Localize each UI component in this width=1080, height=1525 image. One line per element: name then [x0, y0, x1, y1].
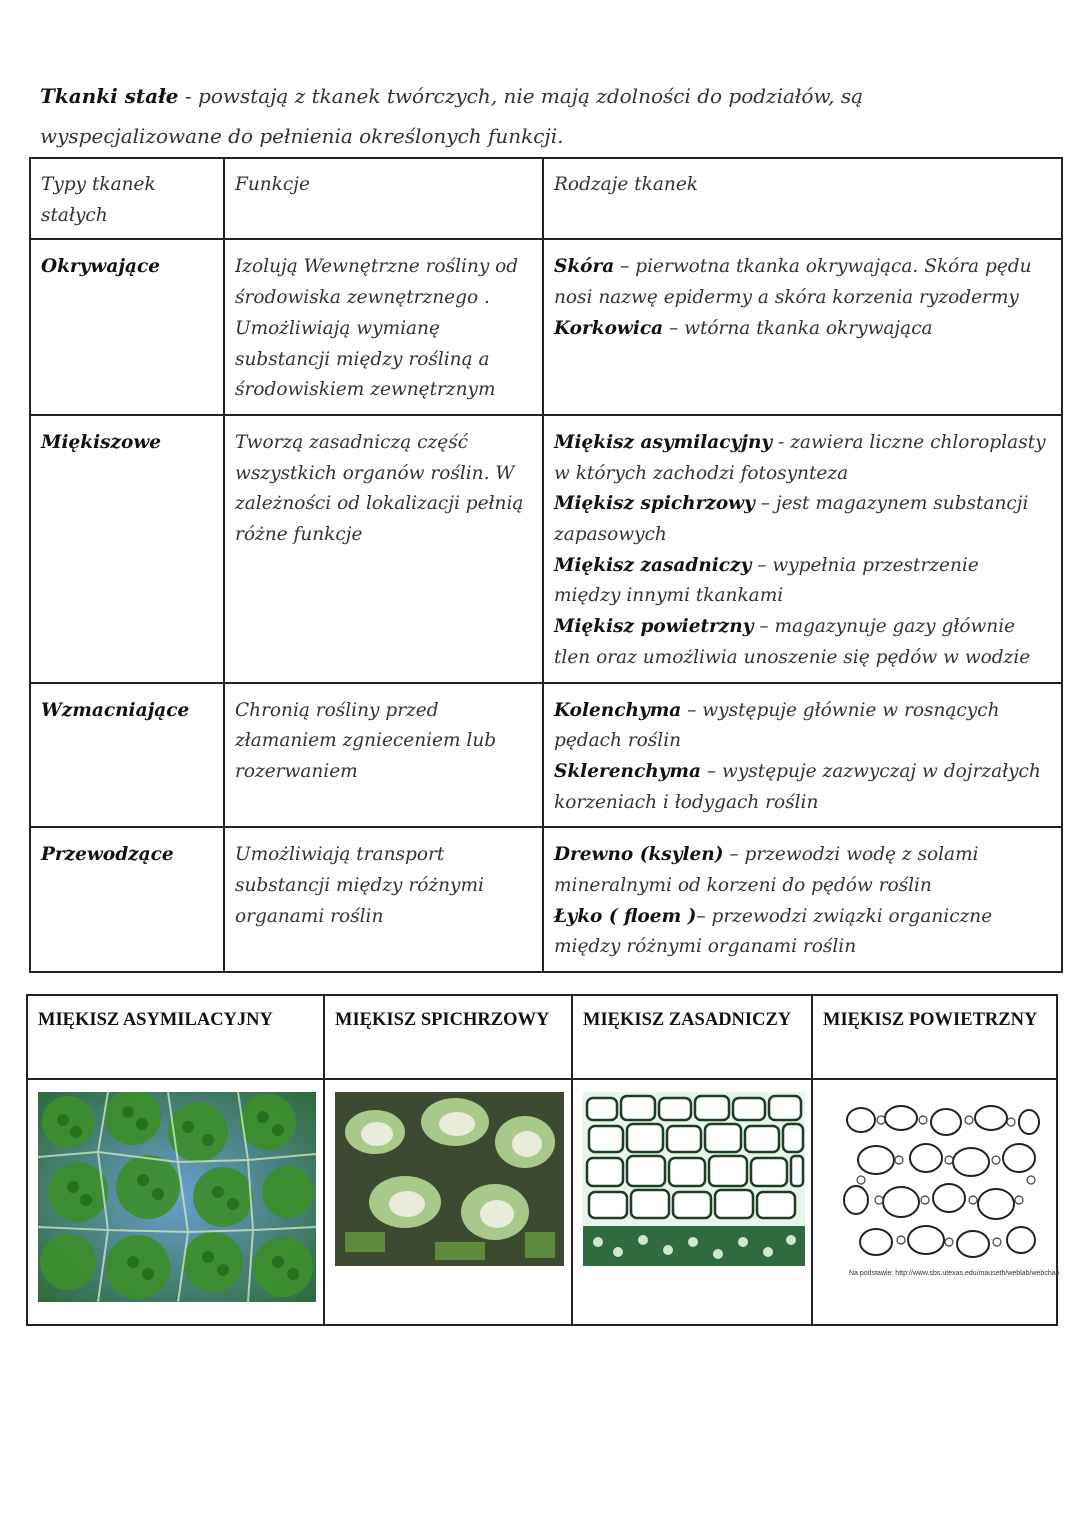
kind-name: Sklerenchyma: [554, 760, 701, 782]
ground-parenchyma-image: [583, 1092, 805, 1266]
images-header-row: [27, 995, 1057, 1079]
row-type: Wzmacniające: [30, 683, 224, 828]
cell-aerenchyma: [812, 1079, 1060, 1325]
header-aerenchyma: MIĘKISZ POWIETRZNY: [812, 995, 1057, 1079]
row-kinds: [543, 683, 1062, 828]
kind-name: Miękisz spichrzowy: [554, 493, 755, 515]
kind-item: [554, 489, 1051, 550]
kind-desc: – występuje zazwyczaj w dojrzałych korzeniach i łodygach roślin: [554, 760, 1041, 813]
row-function: Tworzą zasadniczą część wszystkich organów roślin. W zależności od lokalizacji pełnią różne funkcje: [224, 415, 543, 683]
intro-term: Tkanki stałe: [40, 84, 179, 108]
header-function: Funkcje: [224, 158, 543, 239]
header-type: Typy tkanek stałych: [30, 158, 224, 239]
header-assimilation: MIĘKISZ ASYMILACYJNY: [27, 995, 324, 1079]
table-row: [30, 415, 1062, 683]
aerenchyma-caption: Na podstawie: http://www.sbs.utexas.edu/mauseth/weblab/webchap: [849, 1270, 1060, 1277]
kind-name: Miękisz zasadniczy: [554, 554, 752, 576]
kind-name: Łyko ( floem ): [554, 905, 697, 927]
kind-name: Skóra: [554, 256, 615, 278]
kind-item: [554, 612, 1051, 673]
kind-item: [554, 314, 1051, 345]
kind-desc: – jest magazynem substancji zapasowych: [554, 493, 1029, 546]
row-function: Izolują Wewnętrzne rośliny od środowiska zewnętrznego . Umożliwiają wymianę substancji między rośliną a środowiskiem zewnętrznym: [224, 239, 543, 415]
aerenchyma-image: [841, 1100, 1041, 1270]
assimilation-parenchyma-image: [38, 1092, 316, 1302]
kind-desc: – przewodzi związki organiczne między różnymi organami roślin: [554, 905, 993, 958]
tissue-table: [29, 157, 1063, 973]
kind-desc: – wypełnia przestrzenie między innymi tkankami: [554, 554, 979, 607]
storage-parenchyma-image: [335, 1092, 564, 1266]
table-row: [30, 827, 1062, 972]
kind-desc: - zawiera liczne chloroplasty w których zachodzi fotosynteza: [554, 431, 1046, 484]
header-storage: MIĘKISZ SPICHRZOWY: [324, 995, 572, 1079]
row-type: Miękiszowe: [30, 415, 224, 683]
kind-desc: – wtórna tkanka okrywająca: [663, 317, 933, 339]
kind-item: [554, 902, 1051, 963]
row-kinds: [543, 827, 1062, 972]
row-kinds: [543, 415, 1062, 683]
row-kinds: [543, 239, 1062, 415]
row-function: Chronią rośliny przed złamaniem zgnieceniem lub rozerwaniem: [224, 683, 543, 828]
kind-item: [554, 840, 1051, 901]
kind-name: Drewno (ksylen): [554, 844, 724, 866]
cell-assimilation: [27, 1079, 324, 1325]
header-ground: MIĘKISZ ZASADNICZY: [572, 995, 812, 1079]
kind-item: [554, 551, 1051, 612]
kind-item: [554, 252, 1051, 313]
parenchyma-images-table: [26, 994, 1058, 1326]
kind-desc: – magazynuje gazy głównie tlen oraz umożliwia unoszenie się pędów w wodzie: [554, 616, 1031, 668]
images-row: [27, 1079, 1057, 1325]
intro-text: - powstają z tkanek twórczych, nie mają zdolności do podziałów, są wyspecjalizowane do pełnienia określonych funkcji.: [40, 84, 864, 148]
kind-desc: – pierwotna tkanka okrywająca. Skóra pędu nosi nazwę epidermy a skóra korzenia ryzodermy: [554, 256, 1032, 309]
kind-name: Miękisz asymilacyjny: [554, 431, 773, 453]
kind-desc: – występuje głównie w rosnących pędach roślin: [554, 699, 1000, 752]
intro-paragraph: [40, 76, 1040, 156]
table-header-row: [30, 158, 1062, 239]
row-type: Przewodzące: [30, 827, 224, 972]
cell-storage: [324, 1079, 572, 1325]
kind-name: Miękisz powietrzny: [554, 616, 754, 638]
kind-name: Korkowica: [554, 317, 664, 339]
cell-ground: [572, 1079, 812, 1325]
table-row: [30, 239, 1062, 415]
kind-item: [554, 428, 1051, 489]
row-type: Okrywające: [30, 239, 224, 415]
table-row: [30, 683, 1062, 828]
row-function: Umożliwiają transport substancji między różnymi organami roślin: [224, 827, 543, 972]
kind-desc: – przewodzi wodę z solami mineralnymi od korzeni do pędów roślin: [554, 844, 979, 897]
kind-item: [554, 696, 1051, 757]
kind-item: [554, 757, 1051, 818]
kind-name: Kolenchyma: [554, 699, 682, 721]
header-kinds: Rodzaje tkanek: [543, 158, 1062, 239]
